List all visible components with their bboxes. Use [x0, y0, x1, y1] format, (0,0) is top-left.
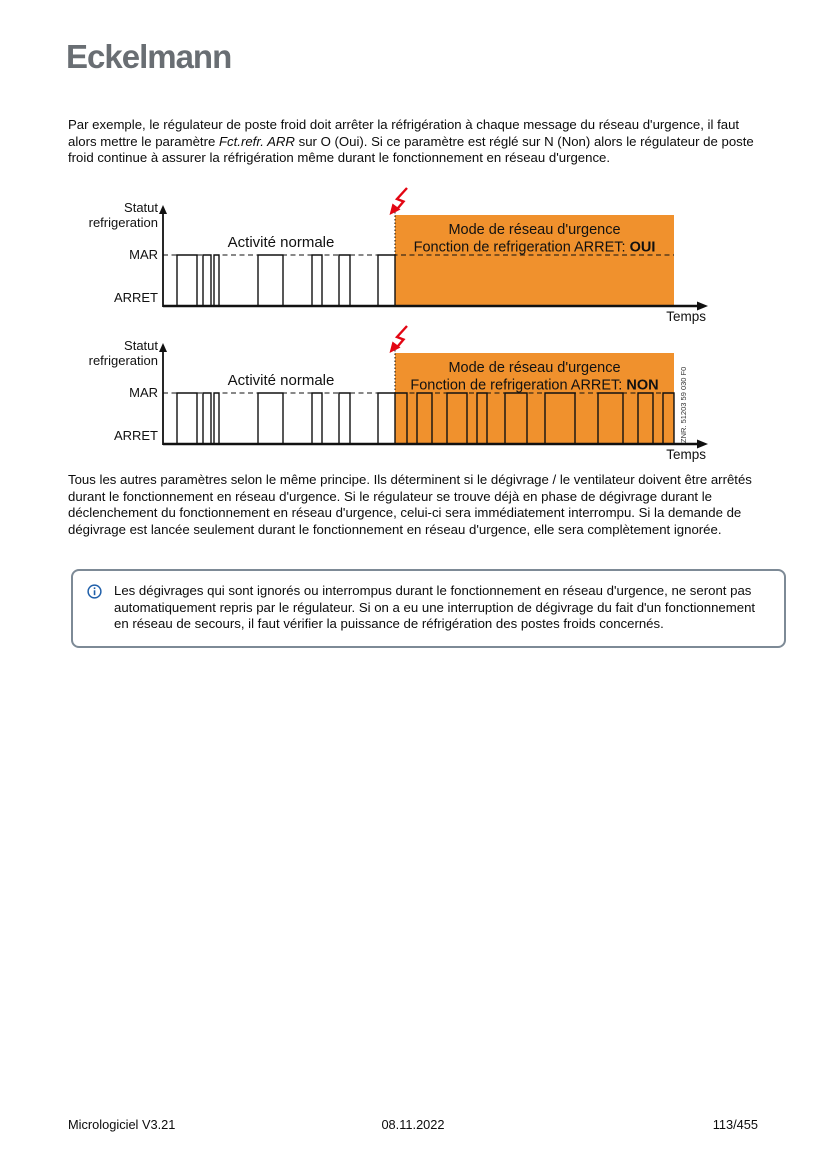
y-axis-label-line1: Statut — [124, 200, 158, 215]
footer-date: 08.11.2022 — [381, 1117, 445, 1132]
tick-label-mar: MAR — [129, 247, 158, 262]
emergency-box-subtitle: Fonction de refrigeration ARRET: OUI — [413, 239, 656, 256]
timing-diagram-arret-non — [68, 323, 718, 463]
paragraph-intro-part1: Par exemple, le régulateur de poste froid doit arrêter la réfrigération à chaque message du réseau d'urgence, il faut alors mettre le paramètre — [68, 117, 740, 149]
y-axis-label-line1: Statut — [124, 338, 158, 353]
paragraph-intro — [68, 117, 764, 167]
tick-label-mar: MAR — [129, 385, 158, 400]
normal-activity-label: Activité normale — [227, 234, 335, 251]
footer-firmware-version: Micrologiciel V3.21 — [68, 1117, 176, 1132]
tick-label-arret: ARRET — [113, 290, 158, 305]
parameter-name-italic: Fct.refr. ARR — [218, 133, 295, 149]
emergency-box-title: Mode de réseau d'urgence — [448, 360, 621, 376]
refrigeration-status-wave — [177, 255, 395, 306]
eckelmann-logo: Eckelmann — [66, 38, 232, 75]
emergency-box-title: Mode de réseau d'urgence — [448, 222, 621, 238]
y-axis-arrow — [159, 343, 167, 352]
y-axis-label-line2: refrigeration — [88, 215, 158, 230]
paragraph-intro-part2: sur O (Oui). Si ce paramètre est réglé sur N (Non) alors le régulateur de poste froid continue à assurer la réfrigération même durant le fonctionnement en réseau d'urgence. — [68, 133, 754, 166]
emergency-box-subtitle: Fonction de refrigeration ARRET: NON — [410, 377, 659, 394]
page-footer — [68, 1117, 758, 1132]
info-note-text: Les dégivrages qui sont ignorés ou interrompus durant le fonctionnement en réseau d'urgence, ne seront pas automatiquement repris par le régulateur. Si on a eu une interruption de dégivrage du fait d'un fonctionnement en réseau de secours, il faut vérifier la puissance de réfrigération des postes froids concernés. — [114, 583, 756, 632]
x-axis-label-temps: Temps — [666, 309, 706, 324]
footer-page-number: 113/455 — [712, 1117, 758, 1132]
y-axis-label-line2: refrigeration — [88, 353, 158, 368]
paragraph-other-parameters: Tous les autres paramètres selon le même principe. Ils déterminent si le dégivrage / le ventilateur doivent être arrêtés durant le fonctionnement en réseau d'urgence. Si le régulateur se trouve déjà en phase de dégivrage durant le déclenchement du fonctionnement en réseau d'urgence, celui-ci sera immédiatement interrompu. Si la demande de dégivrage est lancée seulement durant le fonctionnement en réseau d'urgence, elle sera complètement ignorée. — [68, 472, 752, 538]
timing-diagram-arret-oui — [68, 185, 718, 325]
info-icon — [87, 584, 102, 599]
drawing-number-label: ZNR. 51203 59 030 F0 — [679, 366, 688, 443]
x-axis-label-temps: Temps — [666, 447, 706, 462]
info-note-box — [71, 569, 786, 648]
tick-label-arret: ARRET — [113, 428, 158, 443]
y-axis-arrow — [159, 205, 167, 214]
normal-activity-label: Activité normale — [227, 372, 335, 389]
